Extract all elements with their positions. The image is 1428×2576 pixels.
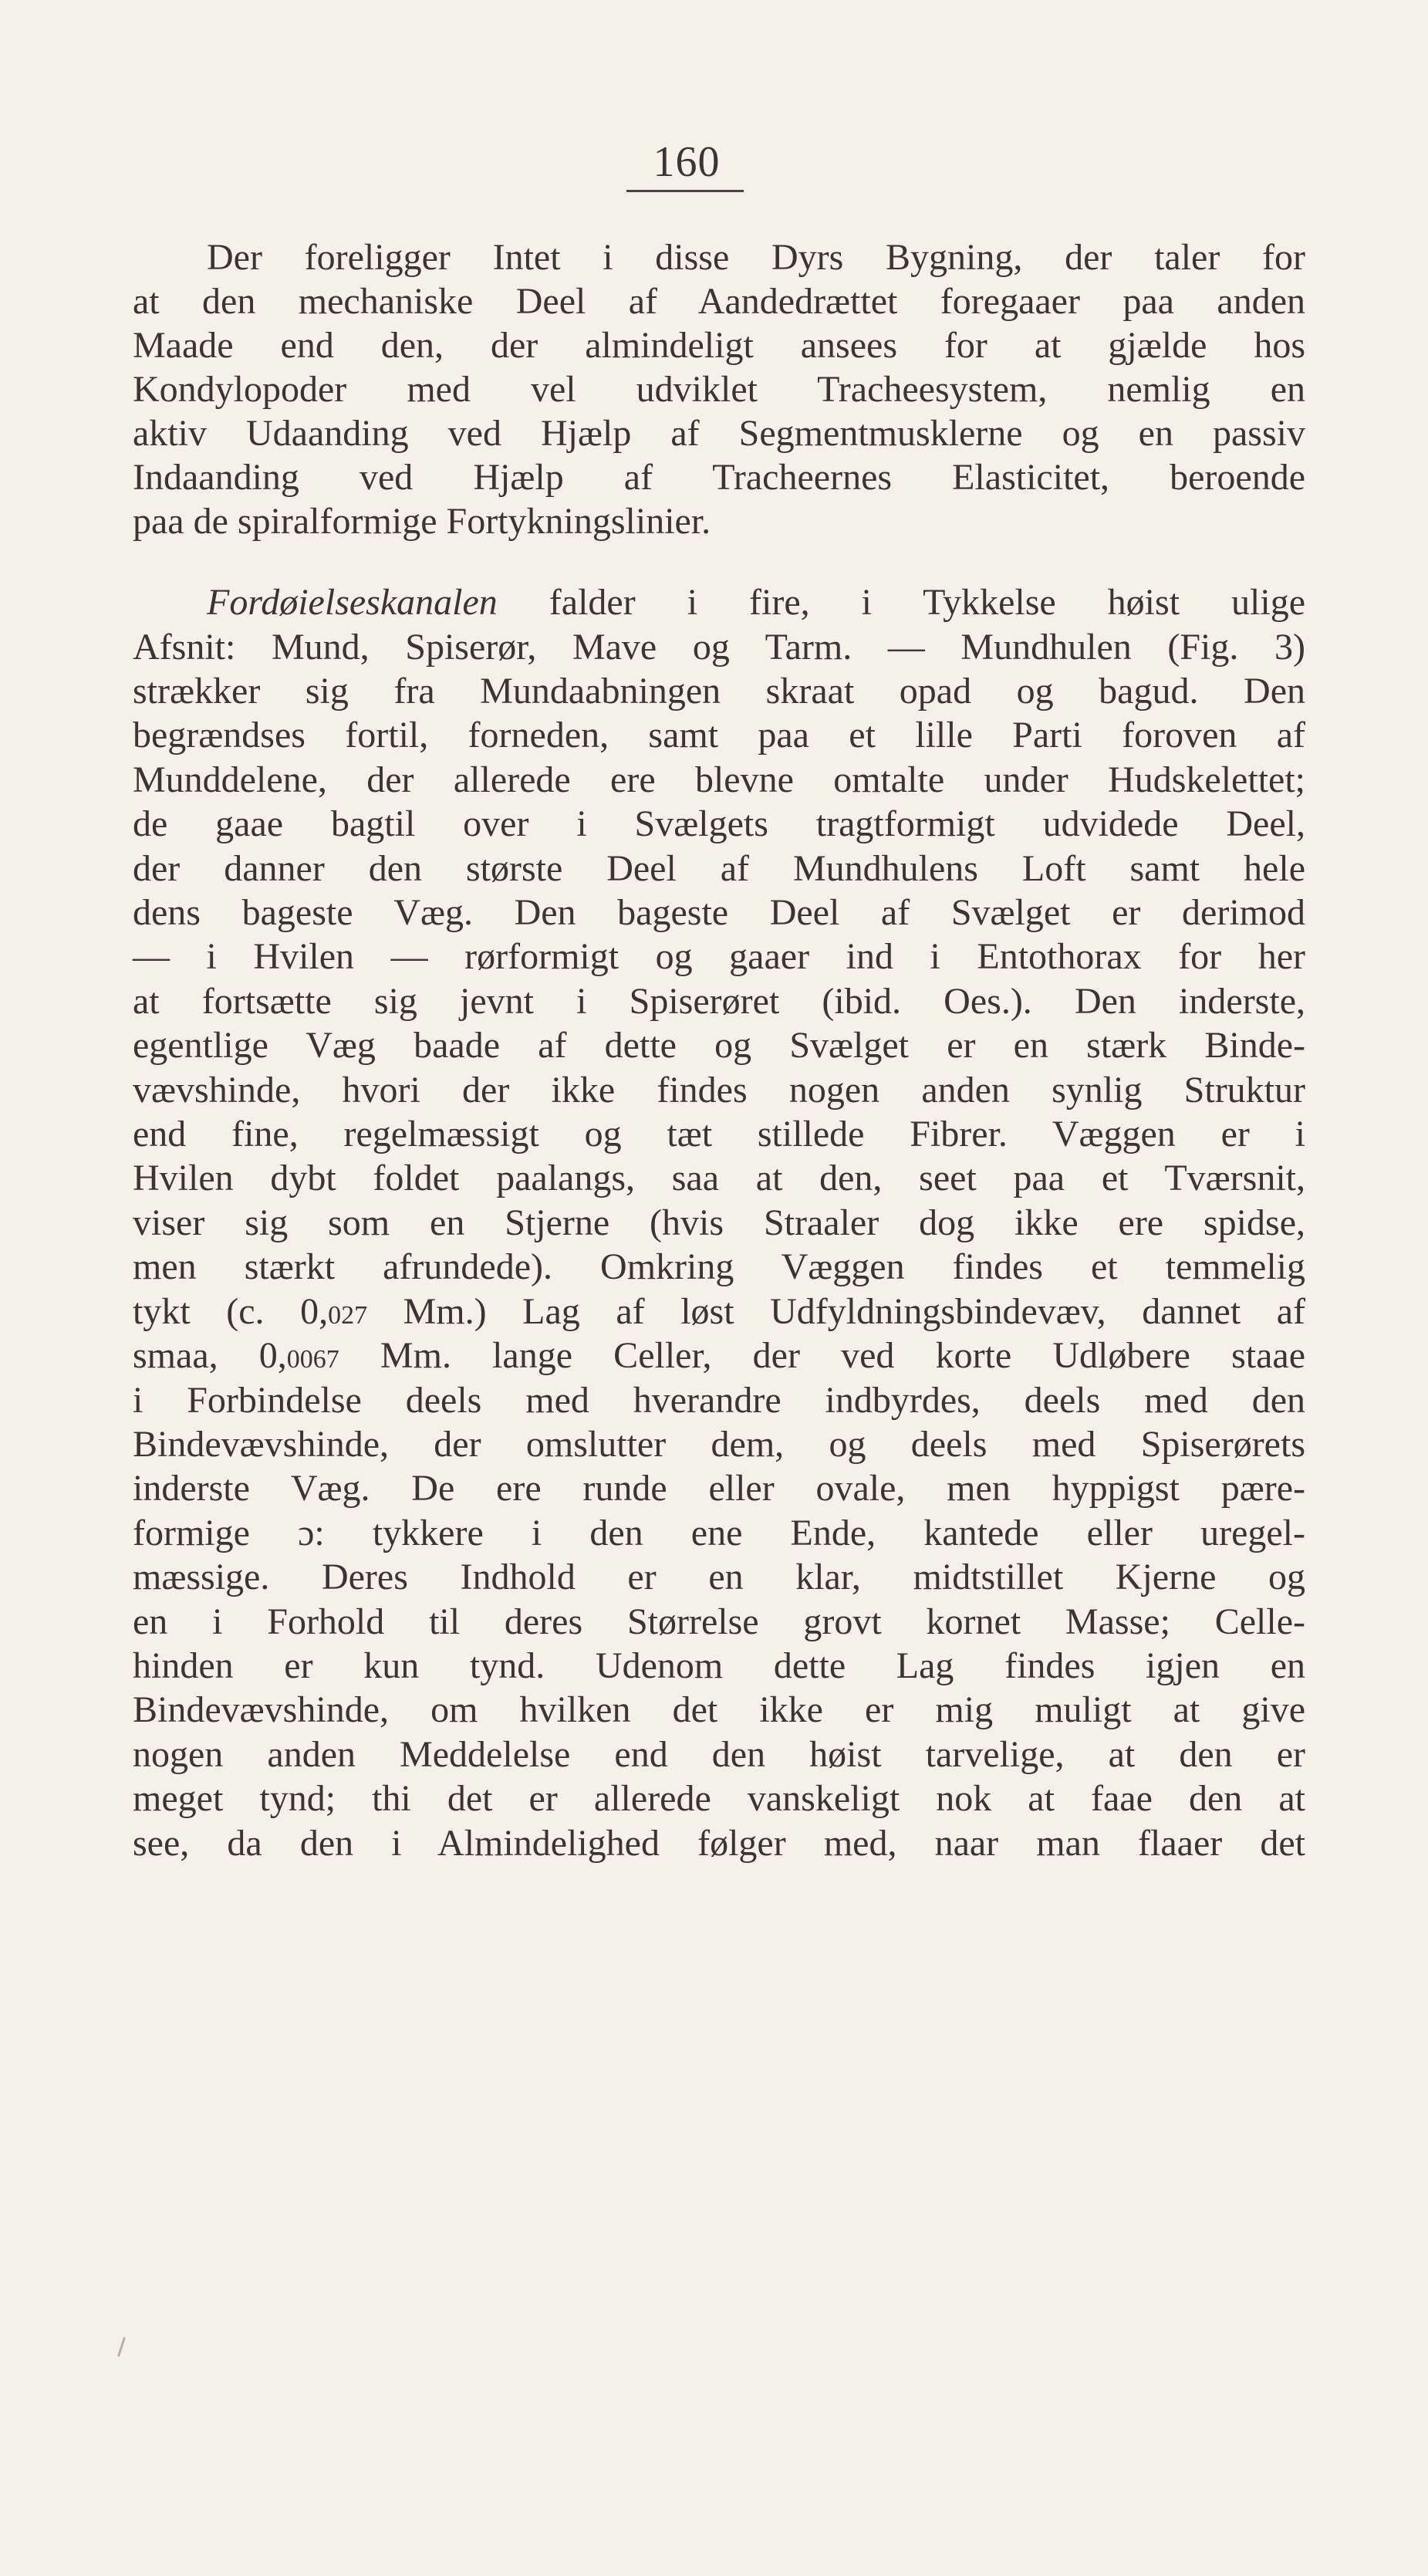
text-line [133, 1334, 1305, 1382]
text-run: tykt (c. 0, [133, 1291, 329, 1332]
paper-speck [117, 2337, 126, 2357]
text-line: i Forbindelse deels med hverandre indbyrdes, deels med den [133, 1380, 1305, 1421]
text-line: egentlige Væg baade af dette og Svælget er en stærk Binde- [133, 1025, 1305, 1066]
text-line: begrændses fortil, forneden, samt paa et lille Parti foroven af [133, 715, 1305, 756]
text-line: at den mechaniske Deel af Aandedrættet foregaaer paa anden [133, 281, 1305, 322]
text-line: — i Hvilen — rørformigt og gaaer ind i Entothorax for her [133, 936, 1305, 977]
text-line: meget tynd; thi det er allerede vanskeligt nok at faae den at [133, 1778, 1305, 1819]
page-number-underline [626, 190, 744, 192]
text-line: Maade end den, der almindeligt ansees for at gjælde hos [133, 325, 1305, 366]
text-run: smaa, 0, [133, 1335, 287, 1376]
text-line: at fortsætte sig jevnt i Spiserøret (ibid. Oes.). Den inderste, [133, 981, 1305, 1022]
text-line: Hvilen dybt foldet paalangs, saa at den, seet paa et Tværsnit, [133, 1158, 1305, 1198]
text-line: Bindevævshinde, der omslutter dem, og deels med Spiserørets [133, 1424, 1305, 1465]
text-line: formige ɔ: tykkere i den ene Ende, kantede eller uregel- [133, 1513, 1305, 1553]
text-line: der danner den største Deel af Mundhulens Loft samt hele [133, 848, 1305, 889]
text-run-small: 0067 [286, 1345, 339, 1374]
text-line: men stærkt afrundede). Omkring Væggen findes et temmelig [133, 1246, 1305, 1287]
text-line: mæssige. Deres Indhold er en klar, midtstillet Kjerne og [133, 1557, 1305, 1597]
text-line: en i Forhold til deres Størrelse grovt kornet Masse; Celle- [133, 1601, 1305, 1642]
text-run: Mm. lange Celler, der ved korte Udløbere staae [339, 1335, 1306, 1376]
text-line: Der foreligger Intet i disse Dyrs Bygning, der taler for [207, 237, 1305, 278]
text-line: Munddelene, der allerede ere blevne omtalte under Hudskelettet; [133, 759, 1305, 800]
text-line: end fine, regelmæssigt og tæt stillede Fibrer. Væggen er i [133, 1114, 1305, 1154]
text-line: hinden er kun tynd. Udenom dette Lag findes igjen en [133, 1645, 1305, 1686]
text-line: Indaanding ved Hjælp af Tracheernes Elasticitet, beroende [133, 457, 1305, 498]
text-line: see, da den i Almindelighed følger med, naar man flaaer det [133, 1823, 1305, 1864]
text-line: vævshinde, hvori der ikke findes nogen anden synlig Struktur [133, 1070, 1305, 1111]
text-line [207, 580, 1305, 625]
text-line [133, 1290, 1305, 1338]
text-line: aktiv Udaanding ved Hjælp af Segmentmusklerne og en passiv [133, 413, 1305, 454]
text-line: dens bageste Væg. Den bageste Deel af Svælget er derimod [133, 892, 1305, 933]
text-line: nogen anden Meddelelse end den høist tarvelige, at den er [133, 1734, 1305, 1775]
text-run: falder i fire, i Tykkelse høist ulige [497, 582, 1305, 623]
text-line: viser sig som en Stjerne (hvis Straaler dog ikke ere spidse, [133, 1202, 1305, 1243]
text-line: de gaae bagtil over i Svælgets tragtformigt udvidede Deel, [133, 803, 1305, 844]
text-line: inderste Væg. De ere runde eller ovale, men hyppigst pære- [133, 1468, 1305, 1509]
text-line: paa de spiralformige Fortykningslinier. [133, 501, 711, 542]
page-number: 160 [653, 138, 721, 186]
text-line: strækker sig fra Mundaabningen skraat opad og bagud. Den [133, 671, 1305, 712]
text-run-small: 027 [328, 1301, 368, 1330]
text-line: Kondylopoder med vel udviklet Tracheesystem, nemlig en [133, 369, 1305, 410]
section-term: Fordøielseskanalen [207, 582, 498, 623]
text-line: Bindevævshinde, om hvilken det ikke er mig muligt at give [133, 1689, 1305, 1730]
text-run: Mm.) Lag af løst Udfyldningsbindevæv, dannet af [367, 1291, 1305, 1332]
text-line: Afsnit: Mund, Spiserør, Mave og Tarm. — Mundhulen (Fig. 3) [133, 627, 1305, 668]
